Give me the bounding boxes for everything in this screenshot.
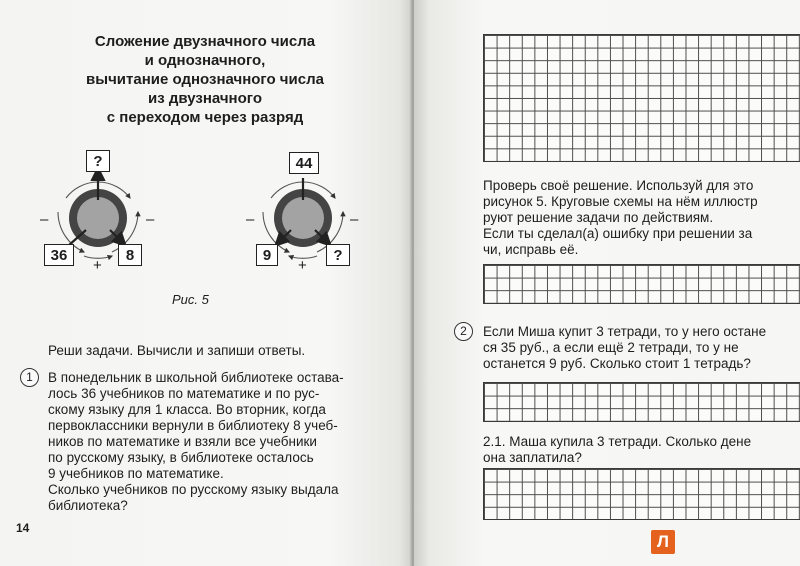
answer-grid	[483, 264, 800, 304]
scheme-right-left-box: 9	[256, 244, 278, 266]
text-line: чи, исправь её.	[483, 242, 579, 257]
title-line: Сложение двузначного числа	[94, 33, 316, 50]
answer-grid	[483, 468, 800, 520]
text-line: Сколько учебников по русскому языку выдала	[48, 482, 339, 497]
scheme-left-right-box: 8	[118, 244, 142, 266]
circle-schemes-figure	[0, 140, 412, 280]
text-line: она заплатила?	[483, 450, 582, 465]
text-line: скому языку для 1 класса. Во вторник, когда	[48, 402, 326, 417]
text-line: рисунок 5. Круговые схемы на нём иллюстр	[483, 194, 758, 209]
title-line: из двузначного	[148, 90, 262, 107]
task-2-text	[483, 324, 766, 372]
minus-sign: –	[246, 211, 255, 228]
answer-grid	[483, 34, 800, 162]
text-line: 2.1. Маша купила 3 тетради. Сколько дене	[483, 434, 752, 449]
scheme-right-right-box: ?	[326, 244, 350, 266]
figure-caption: Рис. 5	[172, 292, 209, 307]
task-instruction: Реши задачи. Вычисли и запиши ответы.	[48, 343, 306, 358]
task-1-text	[48, 370, 344, 514]
text-line: Если Миша купит 3 тетради, то у него остане	[483, 324, 767, 339]
text-line: 9 учебников по математике.	[48, 466, 224, 481]
text-line: Проверь своё решение. Используй для это	[483, 178, 754, 193]
answer-grid	[483, 382, 800, 422]
publisher-logo: Л	[651, 530, 675, 554]
text-line: по русскому языку, в библиотеке осталось	[48, 450, 314, 465]
text-line: В понедельник в школьной библиотеке остава-	[48, 370, 344, 385]
text-line: руют решение задачи по действиям.	[483, 210, 714, 225]
task-number-badge: 2	[454, 322, 473, 341]
plus-sign: +	[93, 257, 102, 274]
text-line: ся 35 руб., а если ещё 2 тетради, то у не	[483, 340, 739, 355]
page-number: 14	[16, 521, 30, 535]
text-line: первоклассники вернули в библиотеку 8 учеб-	[48, 418, 338, 433]
task-number-badge: 1	[20, 368, 39, 387]
scheme-right-top-box: 44	[289, 152, 319, 174]
title-line: с переходом через разряд	[106, 109, 304, 126]
lesson-title	[40, 32, 370, 127]
task-2-1-text	[483, 434, 751, 466]
scheme-left-left-box: 36	[44, 244, 74, 266]
minus-sign: –	[350, 211, 359, 228]
minus-sign: –	[146, 211, 155, 228]
scheme-left-top-box: ?	[86, 150, 110, 172]
right-page	[414, 0, 800, 566]
title-line: и однозначного,	[144, 52, 266, 69]
text-line: Если ты сделал(а) ошибку при решении за	[483, 226, 753, 241]
minus-sign: –	[40, 211, 49, 228]
title-line: вычитание однозначного числа	[86, 71, 324, 88]
plus-sign: +	[298, 257, 307, 274]
text-line: библиотека?	[48, 498, 128, 513]
text-line: лось 36 учебников по математике и по рус-	[48, 386, 320, 401]
check-solution-text	[483, 178, 758, 258]
text-line: останется 9 руб. Сколько стоит 1 тетрадь?	[483, 356, 751, 371]
text-line: ников по математике и взяли все учебники	[48, 434, 317, 449]
